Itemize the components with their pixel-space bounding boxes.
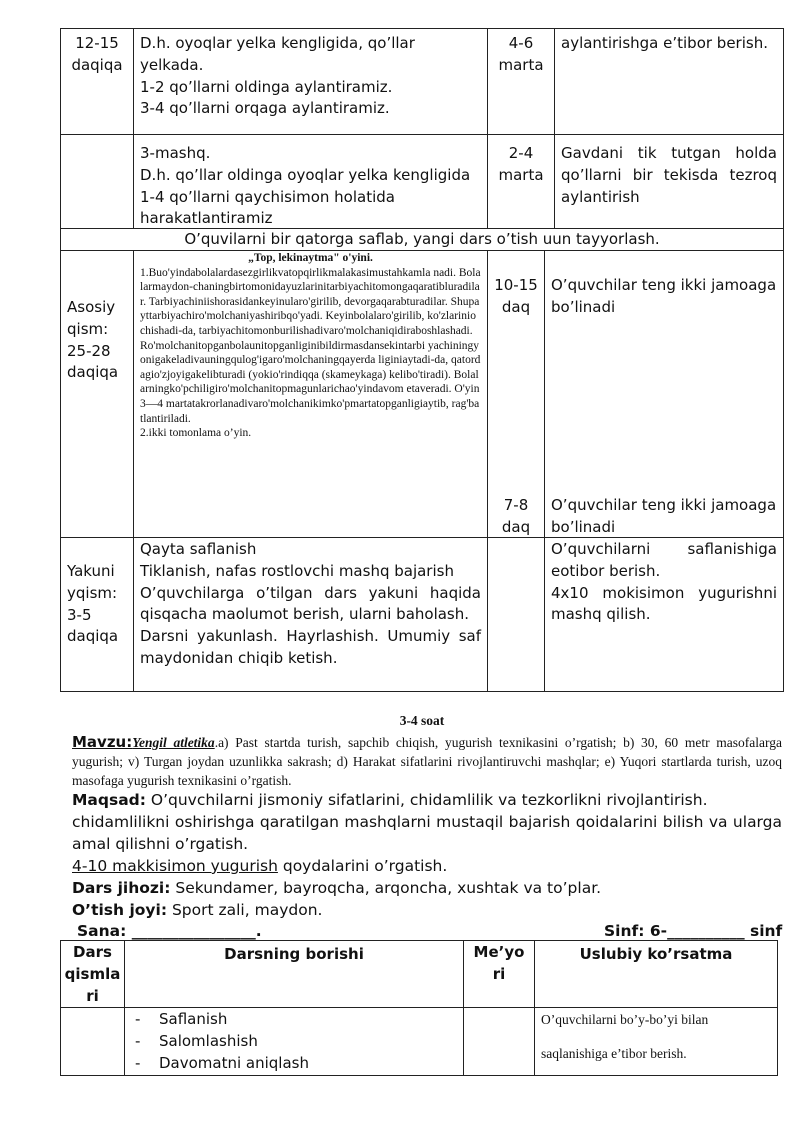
mavzu-paragraph [72,732,782,791]
maqsad-label: Maqsad: [72,791,146,809]
part-time: 3-5 [67,605,92,624]
note-cell [545,273,783,323]
part-name: qism: [67,319,109,338]
exercise-title: 3-mashq. [140,144,211,162]
method-cell [535,1008,777,1075]
measure-unit: marta [498,165,544,184]
list-item: - Davomatni aniqlash [131,1053,457,1075]
exercise-line: 1-2 qo’llarni oldinga aylantiramiz. [140,77,393,96]
date-field: Sana: ________________. [77,922,262,940]
list-item: - Saflanish [131,1009,457,1031]
method-note: Gavdani tik tutgan holda qo’llarni bir tekisda tezroq aylantirish [561,144,777,206]
span-row [61,229,783,250]
header-course: Darsning borishi [224,945,364,963]
header-norm: Me’yo ri [473,943,525,983]
measure-value: 7-8 [503,496,529,514]
measure-unit: daq [501,517,531,536]
measure-value: 4-6 [508,34,534,52]
measure-cell [488,493,544,537]
note-cell [555,31,783,134]
part-cell [61,559,133,659]
measure-cell [488,141,554,228]
exercise-line: Qayta saflanish [140,540,257,558]
goal-paragraph: chidamlilikni oshirishga qaratilgan mashqlarni mustaqil bajarish qoidalarini bilish va ularga amal qilishni o’rgatish. [72,813,782,853]
measure-cell [488,31,554,134]
exercise-line: 3-4 qo’llarni orqaga aylantiramiz. [140,99,390,118]
game-title: „Top, lekinaytma" o'yini. [248,252,373,264]
part-time: 12-15 [75,34,119,52]
content-cell [134,31,487,134]
part-unit: daqiqa [67,627,119,646]
game-description: 1.Buo'yindabolalardasezgirlikvatopqirlikmalakasimustahkamla nadi. Bolalarmaydon-chaningbirtomonidayuzlarinitarbiyachitomongaqaratibluradila r. Tarbiyachiniishorasidankeyinularo'girilib, devorgaqarabturadilar. Shupayttarbiyachiro'molchaniyashiribqo'yadi. Keyinbolalaro'girilib, ko'zlariniochishadi-da, tarbiyachitomonburilishadivaro'molchaniqidiraboshlashadi. Ro'molchanitopganbolaunitopganliginibildirmasdansekintarbi yachiningyonigakeladivauningqulog'igaro'molchaningqayerda liginiaytadi-da, qatordagio'zjoyigakelibturadi (yokio'rindiqqa (skameykaga) kelibo'tiradi). Bolalarningko'pchiligiro'molchanitopmagunlarichao'yindavom etaveradi. O'yin 3—4 martatakrorlanadivaro'molchanikimko'pmartatopganligiaytib, rag'batlantiriladi. [140,266,481,425]
part-time: 25-28 [67,341,111,360]
note-cell [545,493,783,537]
method-note: O’quvchilarni saflanishiga eotibor berish. [551,540,777,580]
exercise-line: Tiklanish, nafas rostlovchi mashq bajarish [140,561,454,580]
method-note: 4x10 mokisimon yugurishni mashq qilish. [551,583,777,624]
method-note: saqlanishiga e’tibor berish. [541,1045,687,1061]
note-cell [545,537,783,691]
maqsad-paragraph [72,789,782,921]
activity-cell [125,1008,463,1075]
equipment-label: Dars jihozi: [72,879,171,897]
game-two-sided: 2.ikki tomonlama o’yin. [140,427,252,440]
maqsad-text: O’quvchilarni jismoniy sifatlarini, chidamlilik va tezkorlikni rivojlantirish. [145,791,708,809]
method-note: O’quvchilar teng ikki jamoaga bo’linadi [551,496,777,536]
part-name: Yakuni [67,562,115,580]
class-field: Sinf: 6-__________ sinf [604,922,783,940]
note-cell [555,141,783,228]
exercise-line: D.h. oyoqlar yelka kengligida, qo’llar yelkada. [140,34,415,74]
header-method: Uslubiy ko’rsatma [579,945,733,963]
mavzu-topic: Yengil atletika [132,735,215,750]
measure-unit: daq [501,297,531,316]
place-label: O’tish joyi: [72,901,168,919]
content-cell [134,537,487,691]
exercise-line: Darsni yakunlash. Hayrlashish. Umumiy saf maydonidan chiqib ketish. [140,627,481,667]
method-note: aylantirishga e’tibor berish. [561,34,768,52]
part-cell [61,295,133,395]
header-parts: Dars qismla ri [64,943,121,1005]
mavzu-text: .a) Past startda turish, sapchib chiqish, yugurish texnikasini o’rgatish; b) 30, 60 metr masofalarga yugurish; v) Turgan joydan uzunlikka sakrash; d) Harakat sifatlarini rivojlantiruvchi mashqlar; e) Yuqori startlarda turish, uzoq masofaga yugurish texnikasini o’rgatish. [72,735,782,788]
mavzu-label: Mavzu: [72,733,133,751]
goal-text: qoydalarini o’rgatish. [277,857,448,875]
measure-cell [488,273,544,323]
equipment-text: Sekundamer, bayroqcha, arqoncha, xushtak va to’plar. [170,879,602,897]
part-name: Asosiy [67,298,116,316]
place-text: Sport zali, maydon. [167,901,323,919]
measure-value: 2-4 [508,144,534,162]
game-cell [134,251,487,537]
section-heading: 3-4 soat [399,713,445,728]
part-cell [61,31,133,134]
measure-value: 10-15 [494,276,538,294]
part-unit: daqiqa [67,363,119,382]
goal-topic: 4-10 makkisimon yugurish [72,857,278,875]
method-note: O’quvchilar teng ikki jamoaga bo’linadi [551,276,777,316]
measure-unit: marta [498,55,544,74]
part-unit: daqiqa [71,55,123,74]
list-item: - Salomlashish [131,1031,457,1053]
content-cell [134,141,487,228]
exercise-line: D.h. qo’llar oldinga oyoqlar yelka kengligida 1-4 qo’llarni qaychisimon holatida harakatlantiramiz [140,165,471,228]
span-row-text: O’quvilarni bir qatorga saflab, yangi dars o’tish uun tayyorlash. [184,230,660,248]
method-note: O’quvchilarni bo’y-bo’yi bilan [541,1012,709,1027]
part-name: yqism: [67,583,118,602]
exercise-line: O’quvchilarga o’tilgan dars yakuni haqida qisqacha maolumot berish, ularni baholash. [140,583,481,624]
